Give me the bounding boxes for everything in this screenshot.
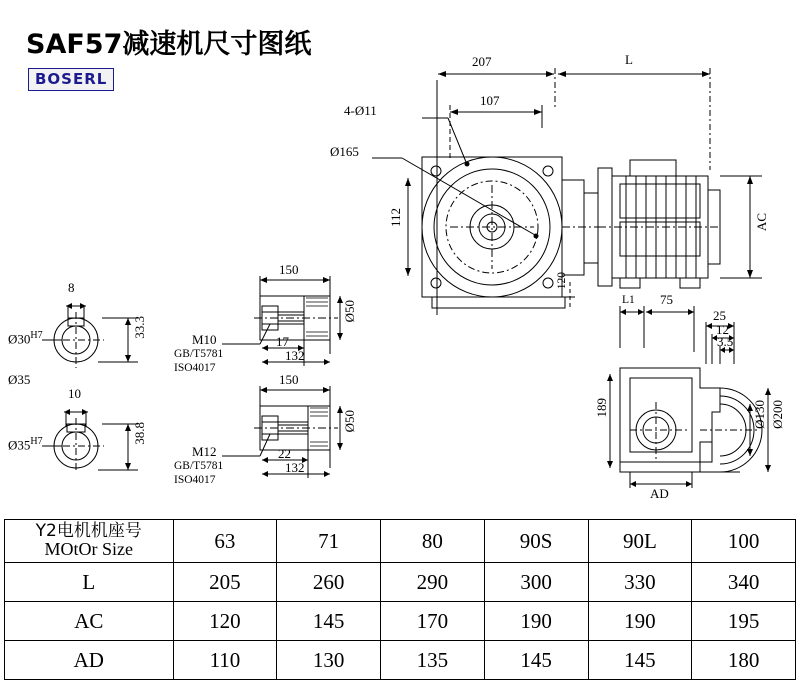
row-header-ac: AC bbox=[5, 602, 174, 641]
cell: 100 bbox=[692, 520, 796, 563]
dim-107: 107 bbox=[480, 93, 500, 108]
cell: 340 bbox=[692, 563, 796, 602]
cell: 300 bbox=[484, 563, 588, 602]
cell: 190 bbox=[588, 602, 692, 641]
cell: 63 bbox=[173, 520, 277, 563]
cell: 195 bbox=[692, 602, 796, 641]
dim-O50-top: Ø50 bbox=[342, 300, 357, 323]
dim-AD: AD bbox=[650, 486, 669, 501]
hollow-shaft-bottom-view bbox=[174, 372, 357, 487]
cell: 190 bbox=[484, 602, 588, 641]
std-gb-t5781-top: GB/T5781 bbox=[174, 348, 224, 360]
thread-M12: M12 bbox=[192, 444, 217, 459]
dim-25: 25 bbox=[713, 308, 726, 323]
cell: 145 bbox=[588, 641, 692, 680]
dim-120: 120 bbox=[556, 272, 568, 290]
fit-h7-top: H7 bbox=[30, 330, 43, 341]
cell: 260 bbox=[277, 563, 381, 602]
cell: 120 bbox=[173, 602, 277, 641]
label-O35: Ø35 bbox=[8, 372, 31, 387]
dim-O50-bottom: Ø50 bbox=[342, 410, 357, 433]
dim-33-3: 33.3 bbox=[132, 316, 147, 339]
shaft-section-bottom bbox=[10, 372, 150, 482]
dim-L: L bbox=[625, 52, 633, 67]
cell: 145 bbox=[484, 641, 588, 680]
main-assembly-view bbox=[330, 50, 800, 315]
cell: 145 bbox=[277, 602, 381, 641]
cell: 330 bbox=[588, 563, 692, 602]
page-title: SAF57减速机尺寸图纸 bbox=[26, 29, 312, 60]
thread-M10: M10 bbox=[192, 332, 217, 347]
dim-3-5: 3.5 bbox=[717, 334, 734, 349]
cell: 130 bbox=[277, 641, 381, 680]
brand-logo: BOSERL bbox=[28, 68, 114, 91]
dim-75: 75 bbox=[660, 292, 673, 307]
dim-O165: Ø165 bbox=[330, 144, 359, 159]
cell: 71 bbox=[277, 520, 381, 563]
motor-size-table bbox=[4, 519, 796, 680]
std-gb-t5781-bottom: GB/T5781 bbox=[174, 460, 224, 472]
cell: 135 bbox=[381, 641, 485, 680]
dim-key-10: 10 bbox=[68, 386, 81, 401]
side-view bbox=[594, 292, 800, 502]
dim-4xO11: 4-Ø11 bbox=[344, 103, 377, 118]
cell: 180 bbox=[692, 641, 796, 680]
dim-150-bottom: 150 bbox=[279, 372, 299, 387]
dim-key-8: 8 bbox=[68, 280, 75, 295]
row-header-l: L bbox=[5, 563, 174, 602]
dim-O130: Ø130 bbox=[752, 400, 767, 429]
dim-132-bottom: 132 bbox=[285, 460, 305, 475]
cell: 90S bbox=[484, 520, 588, 563]
fit-h7-bottom: H7 bbox=[30, 436, 43, 447]
std-iso4017-top: ISO4017 bbox=[174, 362, 216, 374]
cell: 290 bbox=[381, 563, 485, 602]
table-row bbox=[5, 563, 796, 602]
cell: 110 bbox=[173, 641, 277, 680]
hollow-shaft-top-view bbox=[174, 262, 357, 374]
dim-bore-O35: $Ø35^{H7}$ bbox=[8, 436, 43, 453]
shaft-section-top bbox=[8, 280, 150, 372]
cell: 205 bbox=[173, 563, 277, 602]
dim-132-top: 132 bbox=[285, 348, 305, 363]
cell: 80 bbox=[381, 520, 485, 563]
dim-22: 22 bbox=[278, 446, 291, 461]
dim-112: 112 bbox=[388, 208, 403, 228]
dim-O200: Ø200 bbox=[770, 400, 785, 429]
row-header-ad: AD bbox=[5, 641, 174, 680]
dim-AC: AC bbox=[754, 213, 769, 232]
dim-38-8: 38.8 bbox=[132, 422, 147, 445]
dim-150-top: 150 bbox=[279, 262, 299, 277]
table-row bbox=[5, 602, 796, 641]
row-header-cn: Y2电机机座号 bbox=[35, 520, 142, 541]
cell: 170 bbox=[381, 602, 485, 641]
std-iso4017-bottom: ISO4017 bbox=[174, 474, 216, 486]
dim-bore-O30: $Ø30^{H7}$ bbox=[8, 330, 43, 347]
table-row bbox=[5, 520, 796, 563]
row-header-motor-size bbox=[5, 520, 174, 563]
dim-189: 189 bbox=[594, 398, 609, 418]
cell: 90L bbox=[588, 520, 692, 563]
table-row bbox=[5, 641, 796, 680]
dim-17: 17 bbox=[276, 334, 289, 349]
dim-207: 207 bbox=[472, 54, 492, 69]
row-header-en: MOtOr Size bbox=[44, 539, 134, 560]
dim-12: 12 bbox=[716, 322, 729, 337]
dim-L1: L1 bbox=[622, 294, 635, 306]
